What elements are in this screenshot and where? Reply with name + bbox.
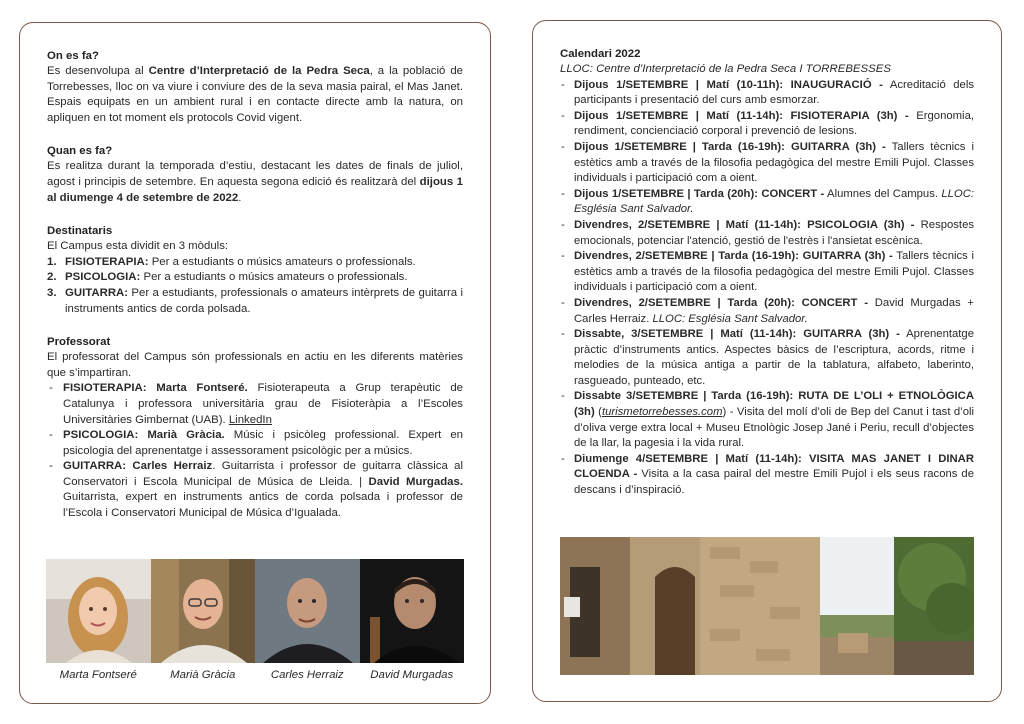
module-name: FISIOTERAPIA: (65, 255, 149, 268)
teacher-text: Guitarrista, expert en instruments antics de corda polsada i professor de l’Escola i Conservatori Municipal de Música d’Igualada. (63, 491, 463, 520)
quan-text-2: . (238, 191, 242, 204)
dash-bullet: - (561, 78, 565, 91)
event-title: Dissabte, 3/SETEMBRE | Matí (11-14h): GUITARRA (3h) - (574, 328, 900, 341)
event-title: Dijous 1/SETEMBRE | Tarda (20h): CONCERT - (574, 187, 825, 200)
event-item (560, 218, 974, 249)
dash-bullet: - (561, 109, 565, 122)
teacher-text: Fisioterapeuta a Grup terapèutic de Catalunya i professora universitària grau de Fisioteràpia a l’Escoles Universitàries Gimbernat (UAB). (63, 382, 463, 426)
event-title: Dissabte 3/SETEMBRE | Tarda (16-19h): RUTA DE L’OLI + ETNOLÒGICA (3h) (574, 390, 974, 419)
on-text-2: , a la població de Torrebesses, lloc on va viure i conviure des de la seva masia pairal, el Mas Janet. Espais equipats en un ambient rural i en contacte directe amb la natura, on apliquen en tot moment els protocols Covid vigent. (47, 65, 463, 124)
right-panel (532, 20, 1002, 702)
linkedin-link[interactable]: LinkedIn (228, 413, 272, 426)
event-text: ( (594, 406, 602, 419)
caption-david: David Murgadas (370, 669, 454, 681)
event-item (560, 187, 974, 218)
caption-carles: Carles Herraiz (270, 669, 344, 681)
photo-marta-fontsere (46, 559, 151, 663)
dash-bullet: - (561, 390, 565, 403)
venue-name: Centre d’Interpretació de la Pedra Seca (148, 65, 370, 77)
event-item (560, 140, 974, 187)
dash-bullet: - (561, 140, 565, 153)
event-item (560, 389, 974, 451)
module-text: Per a estudiants o músics amateurs o professionals. (148, 255, 416, 268)
campus-dates: dijous 1 al diumenge 4 de setembre de 2022 (47, 175, 463, 204)
event-location: LLOC: Església Sant Salvador. (652, 312, 808, 325)
event-item (560, 327, 974, 389)
teacher-name: FISIOTERAPIA: Marta Fontseré. (63, 382, 248, 395)
event-text: Respostes emocionals, potenciar l'atenció, gestió de l'estrès i l'ansietat escènica. (574, 218, 974, 247)
event-title: Divendres, 2/SETEMBRE | Matí (11-14h): PSICOLOGIA (3h) - (574, 218, 915, 231)
dash-bullet: - (49, 460, 53, 473)
module-item (47, 286, 463, 317)
destinataris-intro: El Campus esta dividit en 3 mòduls: (47, 240, 229, 253)
caption-maria: Marià Gràcia (170, 669, 236, 681)
tourism-link[interactable]: turismetorrebesses.com (601, 406, 723, 419)
destinataris-heading: Destinataris (47, 225, 113, 238)
calendar-location: LLOC: Centre d’Interpretació de la Pedra Seca I TORREBESSES (560, 63, 891, 75)
teacher-item (47, 459, 463, 521)
calendar-list (560, 78, 974, 499)
event-item (560, 296, 974, 327)
dash-bullet: - (561, 218, 565, 231)
event-item (560, 109, 974, 140)
event-text: Aprenentatge pràctic d’instruments antics. Aspectes bàsics de l’escriptura, acords, ritme i melodies de la música antiga a partir de la tablatura, alfabeto, laberinto, rasgueado, punteado, etc. (574, 328, 974, 387)
event-item (560, 452, 974, 499)
teacher-text: Músic i psicòleg professional. Expert en psicologia del aprenentatge i assessorament psicològic per a músics. (63, 429, 463, 457)
dash-bullet: - (561, 187, 565, 200)
event-text: David Murgadas + Carles Herraiz. (574, 296, 974, 325)
quan-es-fa-text (47, 159, 463, 206)
teacher-name: PSICOLOGIA: Marià Gràcia. (63, 429, 225, 442)
photo-david-murgadas (360, 559, 465, 663)
on-text-1: Es desenvolupa al (47, 65, 149, 77)
module-number: 2. (47, 271, 57, 284)
teacher-item (47, 381, 463, 428)
teachers-list (47, 381, 463, 521)
event-title: Divendres, 2/SETEMBRE | Tarda (16-19h): GUITARRA (3h) - (574, 250, 893, 263)
teacher-item (47, 428, 463, 459)
event-title: Diumenge 4/SETEMBRE | Matí (11-14h): VISITA MAS JANET I DINAR CLOENDA - (574, 452, 974, 481)
event-title: Dijous 1/SETEMBRE | Tarda (16-19h): GUITARRA (3h) - (574, 140, 886, 153)
caption-marta: Marta Fontseré (59, 669, 137, 681)
dash-bullet: - (49, 429, 53, 442)
event-text: Visita a la casa pairal del mestre Emili Pujol i els seus racons de descans i d’inspiració. (574, 468, 974, 497)
dash-bullet: - (561, 296, 565, 309)
modules-list (47, 255, 463, 317)
event-title: Divendres, 2/SETEMBRE | Tarda (20h): CONCERT - (574, 296, 868, 309)
module-text: Per a estudiants, professionals o amateurs intèrprets de guitarra i instruments antics de corda polsada. (65, 286, 463, 315)
module-number: 3. (47, 286, 57, 299)
event-text: Ergonomia, rendiment, concienciació corporal i prevenció de lesions. (574, 109, 974, 138)
event-text: Alumnes del Campus. (824, 187, 942, 200)
event-item (560, 249, 974, 296)
teacher-photos (46, 559, 464, 663)
on-es-fa-heading: On es fa? (47, 50, 99, 62)
dash-bullet: - (49, 382, 53, 395)
photo-captions (46, 669, 464, 681)
dash-bullet: - (561, 328, 565, 341)
module-item (47, 255, 463, 271)
quan-text-1: Es realitza durant la temporada d’estiu, destacant les dates de finals de juliol, agost i principis de setembre. En aquesta segona edició és realitzarà del (47, 160, 463, 188)
photo-maria-gracia (151, 559, 256, 663)
event-title: Dijous 1/SETEMBRE | Matí (11-14h): FISIOTERAPIA (3h) - (574, 109, 909, 122)
event-text: Tallers tècnics i estètics amb a través de la filosofia pedagògica del mestre Emili Pujol. Classes individuals i participació com a oient. (574, 140, 974, 185)
professorat-heading: Professorat (47, 336, 111, 349)
dash-bullet: - (561, 250, 565, 263)
calendar-heading: Calendari 2022 (560, 48, 641, 60)
on-es-fa-text (47, 64, 463, 126)
module-name: GUITARRA: (65, 286, 129, 299)
module-text: Per a estudiants o músics amateurs o professionals. (140, 271, 408, 284)
teacher-name: David Murgadas. (368, 475, 463, 488)
left-panel (19, 22, 491, 704)
event-text: Tallers tècnics i estètics amb a través de la filosofia pedagògica del mestre Emili Pujol. Classes individuals i participació com a oient. (574, 250, 975, 294)
dash-bullet: - (561, 452, 565, 465)
event-item (560, 78, 974, 109)
teacher-name: GUITARRA: Carles Herraiz (63, 460, 213, 473)
teacher-text: . Guitarrista i professor de guitarra clàssica al Conservatori i Escola Municipal de Música de Lleida. | (63, 460, 463, 488)
professorat-intro: El professorat del Campus són professionals en actiu en les diferents matèries que s’impartiran. (47, 351, 463, 379)
module-name: PSICOLOGIA: (65, 271, 141, 284)
module-item (47, 270, 463, 286)
event-location: LLOC: Església Sant Salvador. (574, 187, 975, 216)
event-text: Acreditació dels participants i presentació del curs amb esmorzar. (574, 78, 974, 107)
village-photo (560, 537, 974, 675)
module-number: 1. (47, 255, 57, 268)
event-text: ) - Visita del molí d’oli de Bep del Canut i tast d’oli d’oliva verge extra local + Museu Etnològic Josep Jané i Periu, recull d’objectes de la llar, la pagesia i la vida rural. (574, 406, 974, 450)
photo-carles-herraiz (255, 559, 360, 663)
quan-es-fa-heading: Quan es fa? (47, 145, 113, 158)
event-title: Dijous 1/SETEMBRE | Matí (10-11h): INAUGURACIÓ - (574, 78, 883, 91)
